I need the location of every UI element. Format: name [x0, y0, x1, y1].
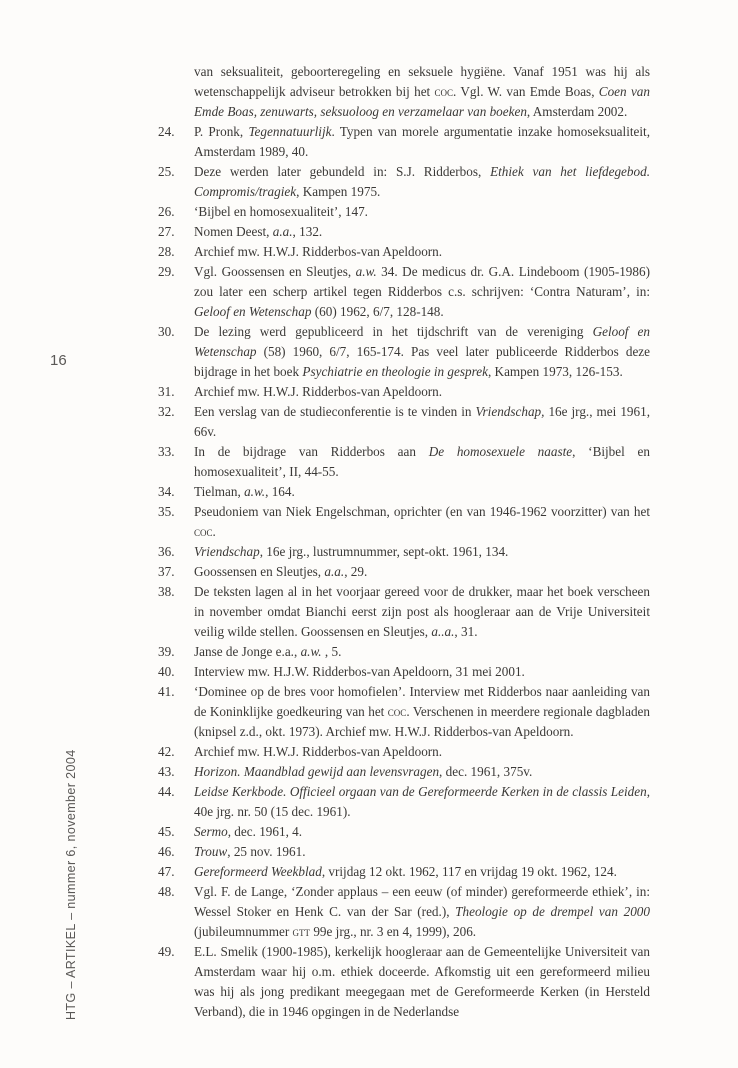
endnote-number: 41.	[158, 684, 175, 699]
endnote-text-run: P. Pronk,	[194, 124, 249, 139]
endnote-text-run: Vgl. Goossensen en Sleutjes,	[194, 264, 356, 279]
endnote-text	[194, 124, 650, 159]
endnote-text-run: , ‘Bijbel en homosexualiteit’, II, 44-55.	[194, 444, 650, 479]
endnote-number: 45.	[158, 824, 175, 839]
endnote	[158, 742, 650, 762]
endnote-text-run: Tielman,	[194, 484, 245, 499]
endnote-title-italic: Horizon. Maandblad gewijd aan levensvragen	[194, 764, 440, 779]
endnote-number: 39.	[158, 644, 175, 659]
endnote-text-run: , 5.	[321, 644, 342, 659]
endnote-text-run: , Amsterdam 2002.	[526, 104, 628, 119]
endnote-title-italic: Gereformeerd Weekblad	[194, 864, 322, 879]
endnote	[158, 842, 650, 862]
endnote-text-run: Archief mw. H.W.J. Ridderbos-van Apeldoorn.	[194, 384, 443, 399]
endnote-title-italic: Geloof en Wetenschap	[194, 324, 650, 359]
endnote-number: 33.	[158, 444, 175, 459]
endnote	[158, 562, 650, 582]
endnote-number: 26.	[158, 204, 175, 219]
endnote-abbreviation: coc	[434, 84, 454, 99]
endnote-number: 30.	[158, 324, 175, 339]
endnote-text-run: 16e jrg., mei 1961, 66v.	[194, 404, 650, 439]
endnote-text	[194, 244, 442, 259]
endnote-number: 44.	[158, 784, 175, 799]
endnote-text-run: Pseudoniem van Niek Engelschman, oprichter (en van 1946-1962 voorzitter) van het	[194, 504, 650, 519]
endnote-text-run: , 29.	[344, 564, 368, 579]
endnote-text	[194, 544, 508, 559]
endnote-text-run: . Verschenen in meerdere regionale dagbladen (knipsel z.d., okt. 1973). Archief mw. H.W.J. Ridderbos-van Apeldoorn.	[194, 704, 650, 739]
endnote-text-run: Goossensen en Sleutjes,	[194, 564, 325, 579]
endnote-text	[194, 484, 295, 499]
endnote-number: 49.	[158, 944, 175, 959]
endnote-text	[194, 644, 341, 659]
endnote-text-run: ‘Bijbel en homosexualiteit’, 147.	[194, 204, 368, 219]
endnote-text-run: , Kampen 1975.	[296, 184, 381, 199]
endnote	[158, 222, 650, 242]
endnote-text	[194, 864, 617, 879]
endnote	[158, 782, 650, 822]
endnote	[158, 322, 650, 382]
endnote	[158, 402, 650, 442]
endnote	[158, 942, 650, 1022]
endnote-number: 42.	[158, 744, 175, 759]
endnote-text	[194, 504, 650, 539]
endnote-title-italic: Geloof en Wetenschap	[194, 304, 312, 319]
endnote-text-run: Een verslag van de studieconferentie is te vinden in	[194, 404, 476, 419]
endnote	[158, 662, 650, 682]
endnote-text-run: 34. De medicus dr. G.A. Lindeboom (1905-1986) zou later een scherp artikel tegen Ridderbos c.s. schrijven: ‘Contra Naturam’, in:	[194, 264, 650, 299]
endnote-text	[194, 584, 650, 639]
endnote-number: 25.	[158, 164, 175, 179]
endnote-text-run: . Typen van morele argumentatie inzake homoseksualiteit, Amsterdam 1989, 40.	[194, 124, 650, 159]
endnote	[158, 442, 650, 482]
endnote-number: 36.	[158, 544, 175, 559]
endnote-number: 38.	[158, 584, 175, 599]
endnote-text	[194, 164, 650, 199]
endnote-text	[194, 884, 650, 939]
endnote-text	[194, 664, 525, 679]
endnote-text-run: , 132.	[292, 224, 323, 239]
endnote-text-run: Archief mw. H.W.J. Ridderbos-van Apeldoorn.	[194, 244, 443, 259]
endnote-title-italic: Psychiatrie en theologie in gesprek	[302, 364, 488, 379]
endnote-text-run: , 31.	[454, 624, 478, 639]
endnote-abbreviation: gtt	[292, 924, 311, 939]
endnote-abbreviation: coc	[194, 524, 213, 539]
endnote-text-run: Interview mw. H.J.W. Ridderbos-van Apeldoorn, 31 mei 2001.	[194, 664, 525, 679]
endnote-number: 46.	[158, 844, 175, 859]
endnote-text-run: Nomen Deest,	[194, 224, 273, 239]
endnote-title-italic: a.w.	[244, 484, 266, 499]
endnote-text	[194, 744, 442, 759]
endnote-number: 28.	[158, 244, 175, 259]
endnote-text-run: Deze werden later gebundeld in: S.J. Ridderbos,	[194, 164, 491, 179]
endnote-number: 40.	[158, 664, 175, 679]
endnote-text-run: van seksualiteit, geboorteregeling en seksuele hygiëne. Vanaf 1951 was hij als wetenschappelijk adviseur betrokken bij het	[194, 64, 650, 99]
endnote-title-italic: a.w.	[300, 644, 322, 659]
endnote-text-run: Janse de Jonge e.a.,	[194, 644, 301, 659]
endnote-number: 47.	[158, 864, 175, 879]
endnote	[158, 482, 650, 502]
endnote-title-italic: Coen van Emde Boas, zenuwarts, seksuoloog en verzamelaar van boeken	[194, 84, 650, 119]
endnote-text	[194, 384, 442, 399]
endnote-text-run: , 40e jrg. nr. 50 (15 dec. 1961).	[194, 784, 650, 819]
endnote	[158, 162, 650, 202]
endnote	[158, 642, 650, 662]
endnote-text-run: , 16e jrg., lustrumnummer, sept-okt. 1961, 134.	[259, 544, 509, 559]
endnote-text	[194, 684, 650, 739]
endnote-text-run: (jubileumnummer	[194, 924, 293, 939]
endnote-title-italic: a..a.	[431, 624, 455, 639]
endnote-text-run: E.L. Smelik (1900-1985), kerkelijk hoogleraar aan de Gemeentelijke Universiteit van Amsterdam waar hij o.m. ethiek doceerde. Afkomstig uit een gereformeerd milieu was hij als jong predikant meegegaan met de Gereformeerde Kerken (in Hersteld Verband), die in 1946 opgingen in de Nederlandse	[194, 944, 650, 1019]
endnote-text-run: (60) 1962, 6/7, 128-148.	[311, 304, 444, 319]
endnote	[158, 762, 650, 782]
endnote-number: 35.	[158, 504, 175, 519]
endnote-text-run: .	[212, 524, 216, 539]
endnote-text-run: Vgl. F. de Lange, ‘Zonder applaus – een eeuw (of minder) gereformeerde ethiek’, in: Wessel Stoker en Henk C. van der Sar (red.),	[194, 884, 650, 919]
endnote-title-italic: Leidse Kerkbode. Officieel orgaan van de Gereformeerde Kerken in de classis Leiden	[194, 784, 647, 799]
endnote-text-run: , 164.	[265, 484, 295, 499]
endnote-text-run: In de bijdrage van Ridderbos aan	[194, 444, 429, 459]
endnote	[158, 822, 650, 842]
endnote-text	[194, 204, 368, 219]
page-number: 16	[50, 352, 67, 369]
endnote-text	[194, 324, 650, 379]
running-head: HTG – ARTIKEL – nummer 6, november 2004	[64, 749, 78, 1020]
endnote-title-italic: Vriendschap	[194, 544, 260, 559]
endnote	[158, 682, 650, 742]
endnote-text-run: De lezing werd gepubliceerd in het tijdschrift van de vereniging	[194, 324, 593, 339]
endnote	[158, 242, 650, 262]
endnote	[158, 202, 650, 222]
endnote-text-run: ‘Dominee op de bres voor homofielen’. Interview met Ridderbos naar aanleiding van de Koninklijke goedkeuring van het	[194, 684, 650, 719]
endnote-text	[194, 564, 367, 579]
endnote-text	[194, 764, 532, 779]
endnote-text-run: 99e jrg., nr. 3 en 4, 1999), 206.	[310, 924, 477, 939]
endnote-number: 24.	[158, 124, 175, 139]
endnote	[158, 502, 650, 542]
endnote-text-run: De teksten lagen al in het voorjaar gereed voor de drukker, maar het boek verscheen in november omdat Bianchi eerst zijn post als hoogleraar aan de Vrije Universiteit veilig wilde stellen. Goossensen en Sleutjes,	[194, 584, 650, 639]
endnote-title-italic: a.a.	[272, 224, 293, 239]
endnote-title-italic: Theologie op de drempel van 2000	[455, 904, 650, 919]
endnote-text	[194, 404, 650, 439]
endnote-number: 31.	[158, 384, 175, 399]
endnote-text-run: , 25 nov. 1961.	[227, 844, 306, 859]
endnotes-list	[158, 62, 650, 1022]
endnote-abbreviation: coc	[387, 704, 407, 719]
endnote	[158, 262, 650, 322]
endnote-text	[194, 64, 650, 119]
endnote-text	[194, 444, 650, 479]
endnote	[158, 542, 650, 562]
endnote-text-run: , dec. 1961, 375v.	[439, 764, 533, 779]
endnote-title-italic: Vriendschap,	[475, 404, 545, 419]
endnote-text-run: Archief mw. H.W.J. Ridderbos-van Apeldoorn.	[194, 744, 443, 759]
endnote-number: 48.	[158, 884, 175, 899]
endnote-text	[194, 784, 650, 819]
endnote-title-italic: a.a.	[324, 564, 345, 579]
endnote-title-italic: Ethiek van het liefdegebod. Compromis/tragiek	[194, 164, 650, 199]
endnote-number: 37.	[158, 564, 175, 579]
endnote	[158, 582, 650, 642]
endnote-text-run: , dec. 1961, 4.	[227, 824, 303, 839]
endnote-text	[194, 844, 306, 859]
endnote	[158, 122, 650, 162]
endnote-text	[194, 944, 650, 1019]
endnote	[158, 882, 650, 942]
endnote	[158, 862, 650, 882]
endnote-number: 27.	[158, 224, 175, 239]
endnote-text-run: , vrijdag 12 okt. 1962, 117 en vrijdag 19 okt. 1962, 124.	[321, 864, 617, 879]
endnote-text	[194, 264, 650, 319]
endnote-number: 34.	[158, 484, 175, 499]
endnote-text-run: (58) 1960, 6/7, 165-174. Pas veel later publiceerde Ridderbos deze bijdrage in het boek	[194, 344, 650, 379]
endnote	[158, 382, 650, 402]
endnote-text	[194, 224, 322, 239]
endnote-title-italic: Tegennatuurlijk	[248, 124, 332, 139]
endnote-text-run: , Kampen 1973, 126-153.	[487, 364, 623, 379]
endnote-title-italic: De homosexuele naaste	[428, 444, 573, 459]
endnote-text-run: . Vgl. W. van Emde Boas,	[453, 84, 599, 99]
endnote-number: 32.	[158, 404, 175, 419]
endnote-number: 29.	[158, 264, 175, 279]
endnote-title-italic: a.w.	[355, 264, 377, 279]
endnote-title-italic: Trouw	[194, 844, 228, 859]
endnote-number: 43.	[158, 764, 175, 779]
endnote-text	[194, 824, 302, 839]
endnote-title-italic: Sermo	[194, 824, 228, 839]
endnote	[158, 62, 650, 122]
